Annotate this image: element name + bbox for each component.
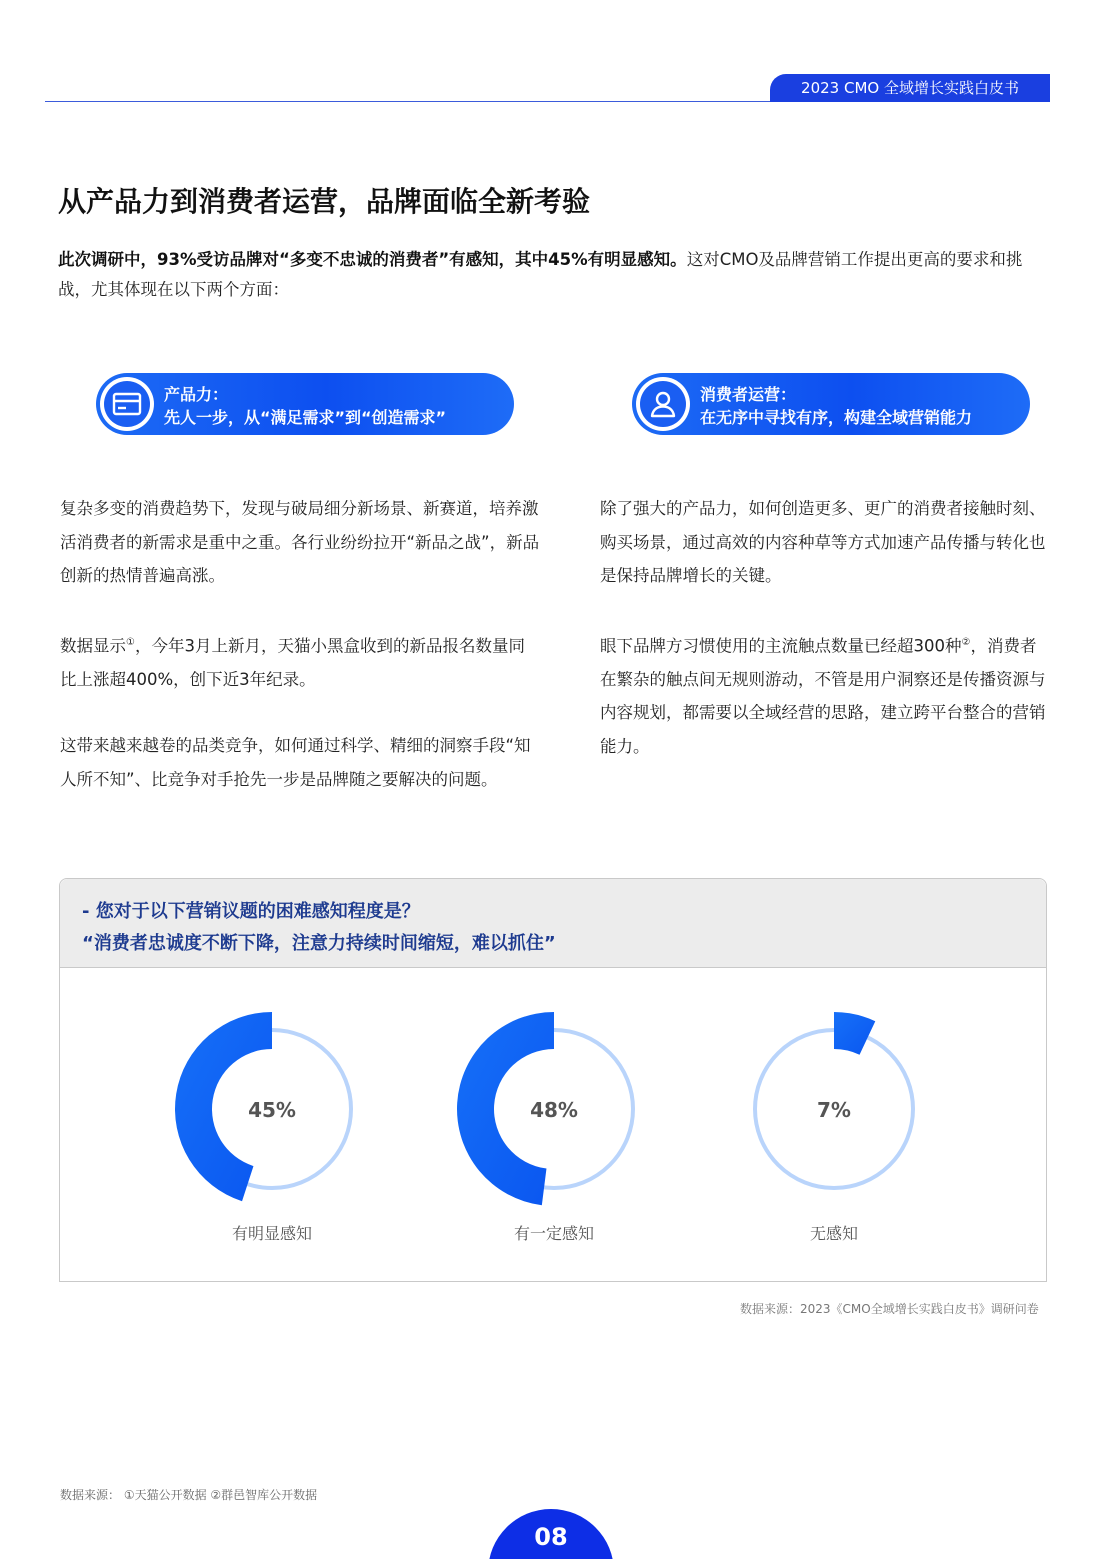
- donut-2: [454, 1009, 654, 1244]
- chart-source: 数据来源：2023《CMO全域增长实践白皮书》调研问卷: [740, 1302, 1039, 1316]
- right-paragraph-1: 除了强大的产品力，如何创造更多、更广的消费者接触时刻、购买场景，通过高效的内容种草等方式加速产品传播与转化也是保持品牌增长的关键。: [600, 499, 1046, 585]
- right-column: [600, 492, 1050, 796]
- product-power-pill: [96, 373, 514, 435]
- pill-label: 消费者运营：: [700, 385, 797, 404]
- survey-header: [60, 879, 1046, 968]
- donut-3: [734, 1009, 934, 1244]
- left-column: [60, 492, 540, 829]
- donut-category-label: 有明显感知: [231, 1224, 312, 1243]
- page-title: 从产品力到消费者运营，品牌面临全新考验: [58, 185, 591, 218]
- page-number: 08: [488, 1509, 614, 1559]
- consumer-ops-pill: [632, 373, 1030, 435]
- page-footnote: 数据来源： ①天猫公开数据 ②群邑智库公开数据: [60, 1488, 318, 1502]
- donut-value-label: 45%: [248, 1098, 296, 1122]
- donut-category-label: 有一定感知: [513, 1224, 594, 1243]
- pill-desc: 在无序中寻找有序，构建全域营销能力: [700, 408, 973, 427]
- pill-label: 产品力：: [164, 385, 229, 404]
- card-icon: [112, 392, 142, 416]
- user-icon-badge: [636, 377, 690, 431]
- donut-category-label: 无感知: [809, 1224, 858, 1243]
- intro-highlight: 此次调研中，93%受访品牌对“多变不忠诚的消费者”有感知，其中45%有明显感知。: [58, 250, 687, 269]
- survey-question: - 您对于以下营销议题的困难感知程度是？: [82, 901, 420, 922]
- intro-text: 这对CMO及品牌营销工作提出更高的要求和挑战，尤其体现在以下两个方面：: [58, 250, 1023, 299]
- card-icon-badge: [100, 377, 154, 431]
- donut-value-label: 48%: [530, 1098, 578, 1122]
- survey-chart-box: [59, 878, 1047, 1282]
- footnote-ref-1: ①: [126, 636, 135, 648]
- pill-desc: 先人一步，从“满足需求”到“创造需求”: [164, 408, 447, 427]
- user-icon: [648, 389, 678, 419]
- footnote-ref-2: ②: [961, 636, 971, 648]
- donut-value-arc: [834, 1012, 875, 1055]
- survey-topic: “消费者忠诚度不断下降，注意力持续时间缩短，难以抓住”: [82, 933, 556, 954]
- left-paragraph-3: 这带来越来越卷的品类竞争，如何通过科学、精细的洞察手段“知人所不知”、比竞争对手抢先一步是品牌随之要解决的问题。: [60, 736, 531, 789]
- doc-title-tab: 2023 CMO 全域增长实践白皮书: [770, 74, 1050, 102]
- left-paragraph-1: 复杂多变的消费趋势下，发现与破局细分新场景、新赛道，培养激活消费者的新需求是重中之重。各行业纷纷拉开“新品之战”，新品创新的热情普遍高涨。: [60, 499, 540, 585]
- right-paragraph-2: 眼下品牌方习惯使用的主流触点数量已经超300种②，消费者在繁杂的触点间无规则游动，不管是用户洞察还是传播资源与内容规划，都需要以全域经营的思路，建立跨平台整合的营销能力。: [600, 636, 1046, 756]
- intro-paragraph: [58, 245, 1050, 305]
- left-paragraph-2: 数据显示①，今年3月上新月，天猫小黑盒收到的新品报名数量同比上涨超400%，创下近3年纪录。: [60, 636, 525, 689]
- donut-value-label: 7%: [817, 1098, 851, 1122]
- donut-1: [172, 1009, 372, 1244]
